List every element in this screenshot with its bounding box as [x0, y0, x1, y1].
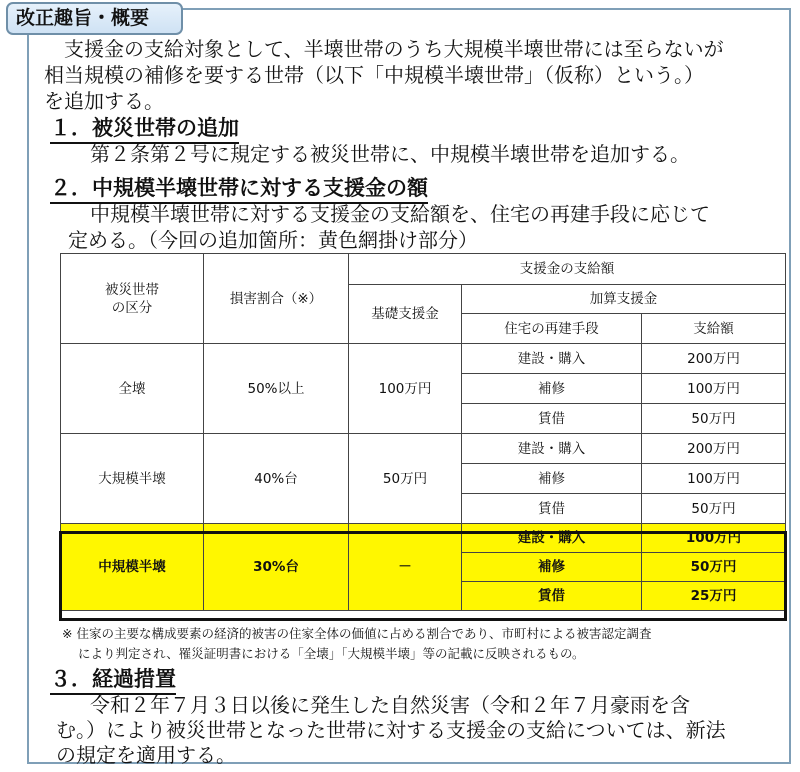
section-3-heading: ３．経過措置 [50, 666, 176, 695]
method-cell: 賃借 [462, 404, 642, 434]
basic-cell: 50万円 [349, 434, 462, 524]
amount-cell: 50万円 [642, 494, 786, 524]
damage-cell: 40%台 [204, 434, 349, 524]
section-3-body-line-3: の規定を適用する。 [56, 743, 236, 767]
section-3-body-line-1: 令和２年７月３日以後に発生した自然災害（令和２年７月豪雨を含 [70, 693, 690, 717]
section-2-heading: ２．中規模半壊世帯に対する支援金の額 [50, 175, 428, 204]
method-cell-highlight: 補修 [462, 553, 642, 582]
basic-cell-highlight: － [349, 524, 462, 611]
category-cell: 全壊 [61, 344, 204, 434]
method-cell-highlight: 賃借 [462, 582, 642, 611]
method-cell: 補修 [462, 464, 642, 494]
method-cell: 建設・購入 [462, 344, 642, 374]
intro-line-3: を追加する。 [44, 89, 164, 113]
intro-line-1: 支援金の支給対象として、半壊世帯のうち大規模半壊世帯には至らないが [44, 37, 724, 61]
method-cell: 建設・購入 [462, 434, 642, 464]
section-2-body-line-1: 中規模半壊世帯に対する支援金の支給額を、住宅の再建手段に応じて [90, 202, 710, 226]
section-1-body: 第２条第２号に規定する被災世帯に、中規模半壊世帯を追加する。 [90, 142, 690, 166]
method-cell: 賃借 [462, 494, 642, 524]
category-cell-highlight: 中規模半壊 [61, 524, 204, 611]
header-basic-support: 基礎支援金 [349, 285, 462, 344]
amount-cell-highlight: 50万円 [642, 553, 786, 582]
header-support-total: 支援金の支給額 [349, 254, 786, 285]
footnote-line-2: により判定され、罹災証明書における「全壊」「大規模半壊」等の記載に反映されるもの。 [78, 646, 585, 661]
section-2-body-line-2: 定める。（今回の追加箇所：黄色網掛け部分） [68, 228, 478, 252]
category-cell: 大規模半壊 [61, 434, 204, 524]
support-amount-table [60, 253, 786, 611]
intro-line-2: 相当規模の補修を要する世帯（以下「中規模半壊世帯」（仮称）という。） [44, 63, 704, 87]
method-cell: 補修 [462, 374, 642, 404]
amount-cell-highlight: 25万円 [642, 582, 786, 611]
section-3-body-line-2: む。）により被災世帯となった世帯に対する支援金の支給については、新法 [56, 718, 726, 742]
damage-cell: 50%以上 [204, 344, 349, 434]
summary-badge: 改正趣旨・概要 [6, 2, 183, 35]
footnote-line-1: ※ 住家の主要な構成要素の経済的被害の住家全体の価値に占める割合であり、市町村による被害認定調査 [62, 626, 652, 641]
header-rebuild-method: 住宅の再建手段 [462, 314, 642, 344]
amount-cell: 200万円 [642, 344, 786, 374]
amount-cell: 50万円 [642, 404, 786, 434]
amount-cell: 200万円 [642, 434, 786, 464]
method-cell-highlight: 建設・購入 [462, 524, 642, 553]
damage-cell-highlight: 30%台 [204, 524, 349, 611]
header-damage-ratio: 損害割合（※） [204, 254, 349, 344]
amount-cell: 100万円 [642, 464, 786, 494]
section-1-heading: １．被災世帯の追加 [50, 115, 239, 144]
header-additional-support: 加算支援金 [462, 285, 786, 314]
header-category: 被災世帯 の区分 [61, 254, 204, 344]
amount-cell-highlight: 100万円 [642, 524, 786, 553]
basic-cell: 100万円 [349, 344, 462, 434]
header-amount: 支給額 [642, 314, 786, 344]
amount-cell: 100万円 [642, 374, 786, 404]
